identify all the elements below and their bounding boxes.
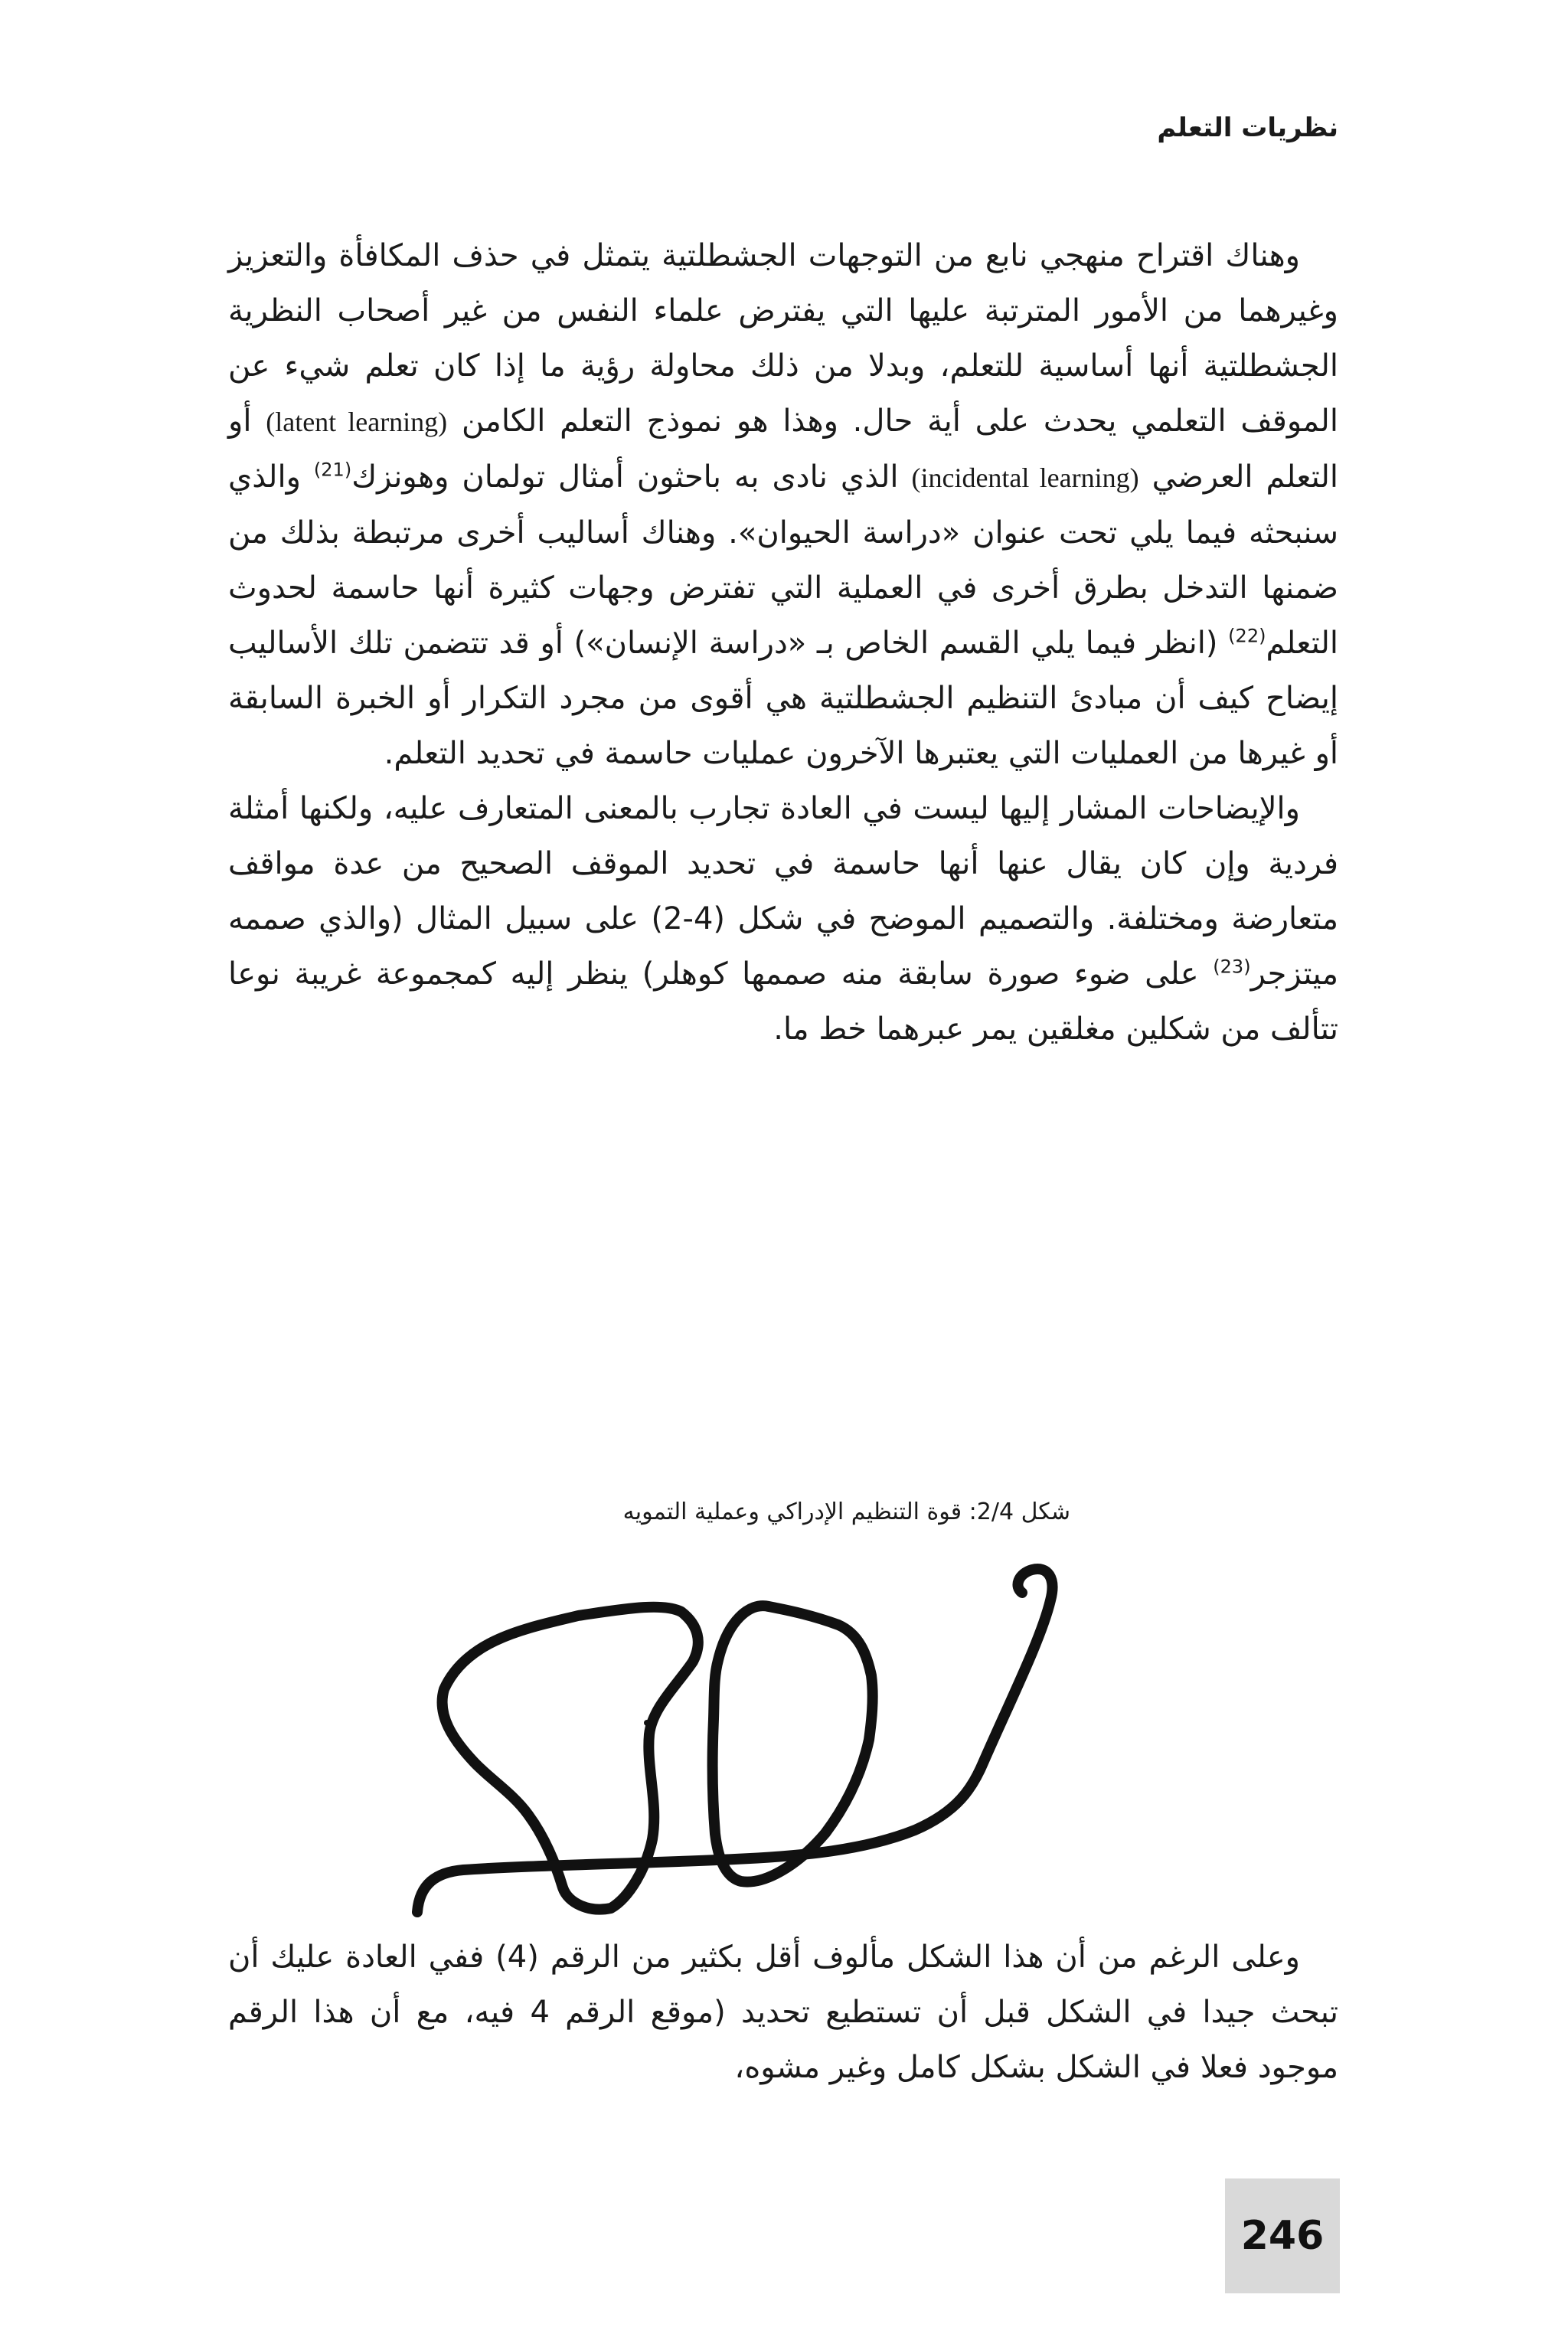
paragraph-1-text-d: والذي سنبحثه فيما يلي تحت عنوان «دراسة الحيوان». وهناك أساليب أخرى مرتبطة بذلك من ضمنها التدخل بطرق أخرى في العملية التي تفترض وجهات كثيرة أنها حاسمة لحدوث التعلم [228, 459, 1338, 661]
figure-hidden-four-drawing [406, 1539, 1217, 1922]
footnote-ref-21: (21) [313, 459, 352, 481]
term-latent-learning: (latent learning) [266, 407, 448, 437]
paragraph-1-text-e: (انظر فيما يلي القسم الخاص بـ «دراسة الإنسان») أو قد تتضمن تلك الأساليب إيضاح كيف أن مبادئ التنظيم الجشطلتية هي أقوى من مجرد التكرار أو الخبرة السابقة أو غيرها من العمليات التي يعتبرها الآخرون عمليات حاسمة في تحديد التعلم. [228, 626, 1338, 771]
page-number-box [1225, 2178, 1340, 2293]
footnote-ref-23: (23) [1213, 956, 1251, 978]
paragraph-2-text-b: على ضوء صورة سابقة منه صممها كوهلر) ينظر إليه كمجموعة غريبة نوعا تتألف من شكلين مغلقين يمر عبرهما خط ما. [228, 956, 1338, 1047]
paragraph-1 [228, 228, 1338, 781]
running-head: نظريات التعلم [1157, 113, 1338, 143]
paragraph-2 [228, 781, 1338, 1057]
paragraph-1-text-b: أو التعلم العرضي [228, 404, 1339, 495]
figure-dot [644, 1720, 650, 1726]
figure-caption: شكل 2/4: قوة التنظيم الإدراكي وعملية التمويه [622, 1499, 1070, 1525]
figure-right-closed-shape [713, 1606, 873, 1881]
footnote-ref-22: (22) [1228, 625, 1266, 647]
paragraph-1-text-a: وهناك اقتراح منهجي نابع من التوجهات الجشطلتية يتمثل في حذف المكافأة والتعزيز وغيرهما من الأمور المترتبة عليها التي يفترض علماء النفس من غير أصحاب النظرية الجشطلتية أنها أساسية للتعلم، وبدلا من ذلك محاولة رؤية ما إذا كان تعلم شيء عن الموقف التعلمي يحدث على أية حال. وهذا هو نموذج التعلم الكامن [228, 238, 1338, 439]
paragraph-2-text-a: والإيضاحات المشار إليها ليست في العادة تجارب بالمعنى المتعارف عليه، ولكنها أمثلة فردية وإن كان يقال عنها أنها حاسمة في تحديد الموقف الصحيح من عدة مواقف متعارضة ومختلفة. والتصميم الموضح في شكل (4-2) على سبيل المثال (والذي صممه ميتزجر [228, 791, 1338, 992]
term-incidental-learning: (incidental learning) [911, 462, 1139, 493]
body-text-top [228, 228, 1338, 1057]
page-number: 246 [1240, 2213, 1325, 2259]
paragraph-1-text-c: الذي نادى به باحثون أمثال تولمان وهونزك [351, 459, 899, 495]
body-text-bottom [228, 1930, 1338, 2095]
paragraph-3: وعلى الرغم من أن هذا الشكل مألوف أقل بكثير من الرقم (4) ففي العادة عليك أن تبحث جيدا في الشكل قبل أن تستطيع تحديد (موقع الرقم 4 فيه، مع أن هذا الرقم موجود فعلا في الشكل بشكل كامل وغير مشوه، [228, 1940, 1339, 2085]
